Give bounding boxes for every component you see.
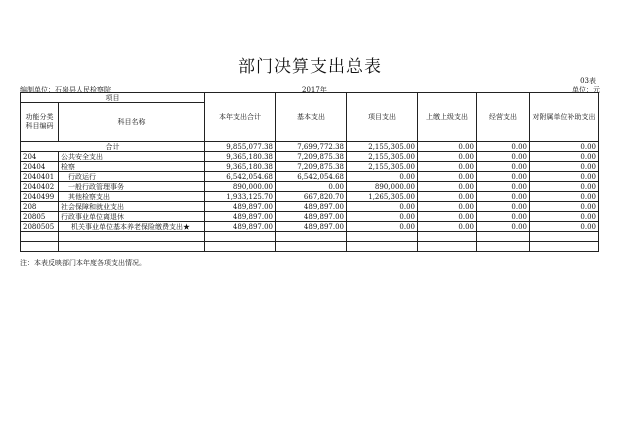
table-cell: [418, 242, 477, 252]
row-name: 其他检察支出: [59, 192, 205, 202]
table-cell: 0.00: [276, 182, 347, 192]
row-code: 2040499: [21, 192, 59, 202]
org-label: 编制单位：石泉县人民检察院: [20, 86, 111, 94]
table-cell: 0.00: [530, 172, 599, 182]
table-cell: [530, 242, 599, 252]
row-code: 204: [21, 152, 59, 162]
table-cell: [347, 232, 418, 242]
column-header: 基本支出: [276, 93, 347, 142]
table-cell: 2,155,305.00: [347, 152, 418, 162]
report-year: 2017年: [302, 86, 327, 94]
table-cell: 0.00: [530, 142, 599, 152]
row-code: 2040402: [21, 182, 59, 192]
table-cell: [477, 232, 530, 242]
table-cell: 0.00: [477, 192, 530, 202]
page-title: 部门决算支出总表: [238, 57, 382, 77]
table-cell: 0.00: [477, 202, 530, 212]
table-cell: 0.00: [530, 182, 599, 192]
table-row: [21, 202, 599, 212]
table-cell: 489,897.00: [205, 202, 276, 212]
table-cell: 489,897.00: [276, 222, 347, 232]
footnote: 注：本表反映部门本年度各项支出情况。: [20, 259, 146, 267]
expenditure-table: [20, 92, 599, 252]
table-cell: 2,155,305.00: [347, 162, 418, 172]
table-row: [21, 172, 599, 182]
table-row: [21, 212, 599, 222]
table-cell: 1,265,305.00: [347, 192, 418, 202]
code-column-header: 功能分类科目编码: [21, 103, 59, 142]
table-row: [21, 222, 599, 232]
table-cell: 0.00: [347, 222, 418, 232]
project-group-header: 项目: [21, 93, 205, 103]
table-cell: 0.00: [418, 182, 477, 192]
table-cell: 0.00: [530, 152, 599, 162]
currency-unit: 单位：元: [572, 86, 600, 94]
table-cell: 0.00: [418, 192, 477, 202]
table-cell: 7,209,875.38: [276, 152, 347, 162]
table-cell: 0.00: [477, 152, 530, 162]
table-row: [21, 162, 599, 172]
column-header: 本年支出合计: [205, 93, 276, 142]
table-cell: [530, 232, 599, 242]
table-cell: 0.00: [347, 172, 418, 182]
table-cell: 9,365,180.38: [205, 152, 276, 162]
row-name: [59, 232, 205, 242]
row-code: 20404: [21, 162, 59, 172]
table-cell: 0.00: [418, 162, 477, 172]
row-code: 2040401: [21, 172, 59, 182]
table-cell: 0.00: [530, 162, 599, 172]
row-code: [21, 242, 59, 252]
table-cell: 9,855,077.38: [205, 142, 276, 152]
table-row: [21, 182, 599, 192]
table-cell: 0.00: [418, 222, 477, 232]
row-name: [59, 242, 205, 252]
table-cell: 0.00: [418, 212, 477, 222]
total-row: [21, 142, 599, 152]
table-cell: 0.00: [418, 172, 477, 182]
row-name: 行政事业单位离退休: [59, 212, 205, 222]
table-cell: 0.00: [530, 222, 599, 232]
total-label: 合计: [21, 142, 205, 152]
table-cell: 0.00: [418, 202, 477, 212]
row-name: 一般行政管理事务: [59, 182, 205, 192]
table-cell: 489,897.00: [205, 222, 276, 232]
table-cell: [347, 242, 418, 252]
table-cell: 489,897.00: [205, 212, 276, 222]
table-cell: 0.00: [530, 202, 599, 212]
table-cell: 6,542,054.68: [276, 172, 347, 182]
table-cell: 7,699,772.38: [276, 142, 347, 152]
row-name: 社会保障和就业支出: [59, 202, 205, 212]
table-cell: 489,897.00: [276, 202, 347, 212]
table-cell: 489,897.00: [276, 212, 347, 222]
row-name: 行政运行: [59, 172, 205, 182]
table-cell: [276, 242, 347, 252]
table-cell: [205, 242, 276, 252]
table-row: [21, 242, 599, 252]
table-cell: 6,542,054.68: [205, 172, 276, 182]
column-header: 经营支出: [477, 93, 530, 142]
table-cell: 0.00: [530, 192, 599, 202]
table-cell: 0.00: [347, 202, 418, 212]
table-row: [21, 152, 599, 162]
table-cell: 7,209,875.38: [276, 162, 347, 172]
table-cell: 0.00: [477, 142, 530, 152]
table-cell: 890,000.00: [347, 182, 418, 192]
table-cell: 2,155,305.00: [347, 142, 418, 152]
name-column-header: 科目名称: [59, 103, 205, 142]
form-number: 03表: [580, 77, 596, 85]
row-name: 公共安全支出: [59, 152, 205, 162]
table-cell: 0.00: [530, 212, 599, 222]
table-cell: 0.00: [347, 212, 418, 222]
table-cell: 0.00: [477, 212, 530, 222]
row-code: 20805: [21, 212, 59, 222]
row-code: 2080505: [21, 222, 59, 232]
table-cell: 0.00: [418, 142, 477, 152]
table-row: [21, 232, 599, 242]
column-header: 对附属单位补助支出: [530, 93, 599, 142]
table-cell: [205, 232, 276, 242]
row-code: 208: [21, 202, 59, 212]
table-cell: 0.00: [477, 222, 530, 232]
table-cell: [477, 242, 530, 252]
table-cell: [418, 232, 477, 242]
table-cell: 0.00: [477, 172, 530, 182]
column-header: 上缴上级支出: [418, 93, 477, 142]
table-cell: 9,365,180.38: [205, 162, 276, 172]
row-name: 检察: [59, 162, 205, 172]
table-cell: 0.00: [477, 182, 530, 192]
table-cell: 667,820.70: [276, 192, 347, 202]
table-cell: 890,000.00: [205, 182, 276, 192]
row-name: 机关事业单位基本养老保险缴费支出★: [59, 222, 205, 232]
table-cell: 1,933,125.70: [205, 192, 276, 202]
table-cell: [276, 232, 347, 242]
column-header: 项目支出: [347, 93, 418, 142]
row-code: [21, 232, 59, 242]
table-cell: 0.00: [477, 162, 530, 172]
table-cell: 0.00: [418, 152, 477, 162]
table-row: [21, 192, 599, 202]
